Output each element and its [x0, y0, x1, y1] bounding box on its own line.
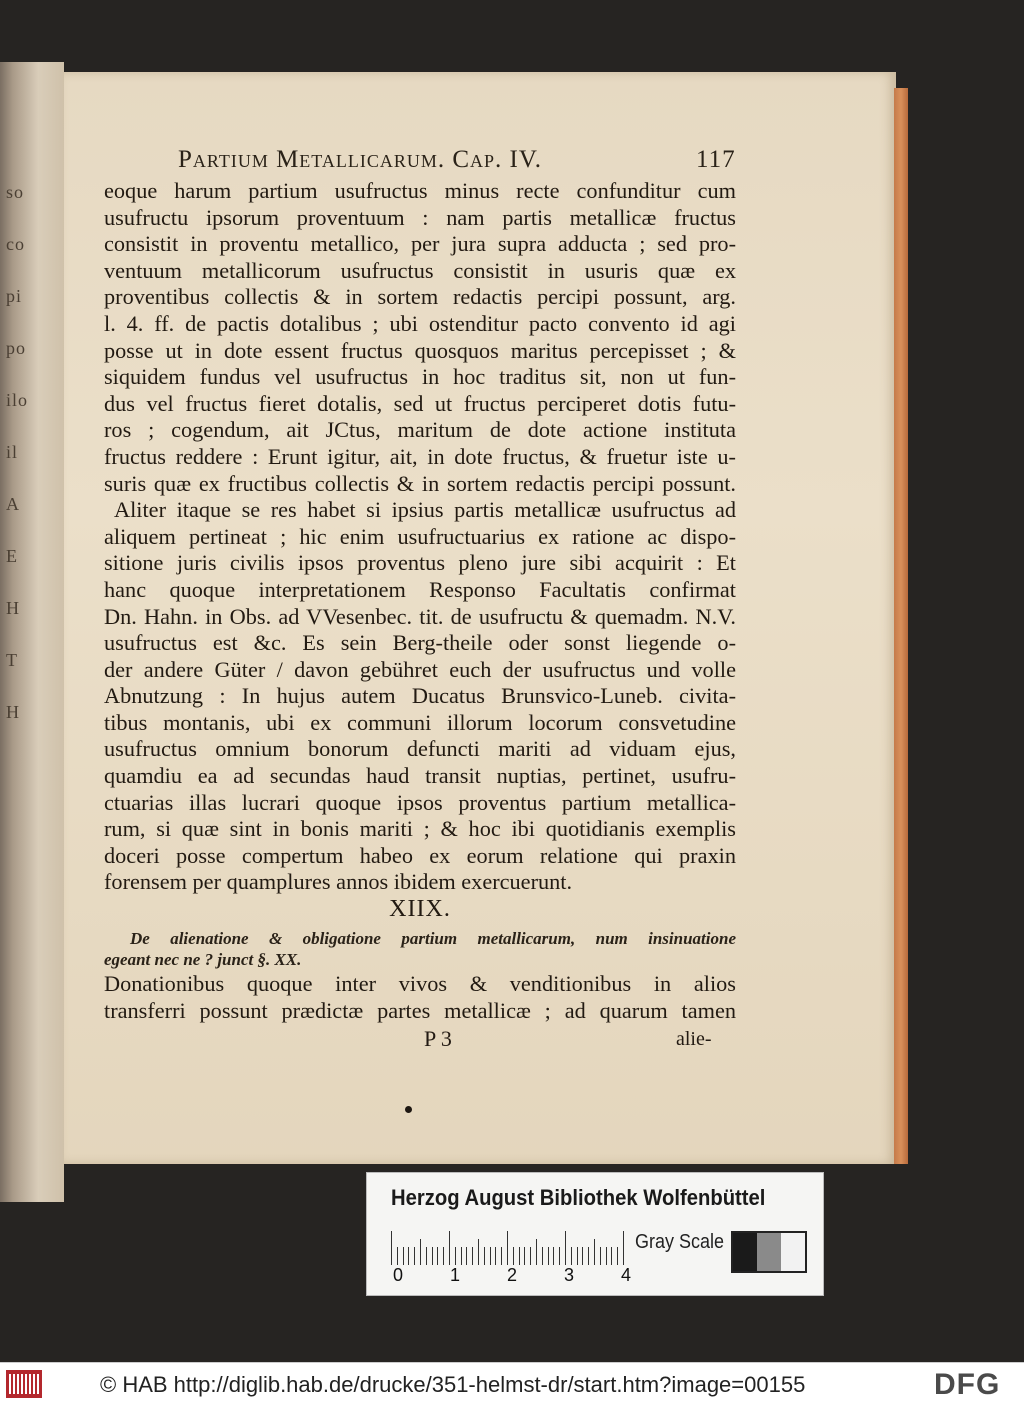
- text-line: doceri posse compertum habeo ex eorum relatione qui praxin: [104, 842, 736, 868]
- signature-mark: P 3: [424, 1026, 452, 1051]
- text-line: posse ut in dote essent fructus quosquos maritus percepisset ; &: [104, 337, 736, 363]
- text-line: usufructus est &c. Es sein Berg-theile oder sonst liegende o-: [104, 630, 736, 656]
- text-line: transferri possunt prædictæ partes metallicæ ; ad quarum tamen: [104, 998, 736, 1023]
- ruler-tick: [548, 1247, 549, 1265]
- ruler-tick: [606, 1247, 607, 1265]
- ruler-tick: [594, 1239, 595, 1265]
- adjacent-page-fragment: E: [6, 546, 18, 566]
- catchword: alie-: [676, 1028, 712, 1050]
- section-number: XIIX.: [389, 896, 451, 922]
- ruler-tick: [553, 1247, 554, 1265]
- ruler-tick: [565, 1231, 566, 1265]
- ruler-tick: [588, 1247, 589, 1265]
- text-line: Abnutzung : In hujus autem Ducatus Brunsvico-Luneb. civita-: [104, 683, 736, 709]
- ruler-tick: [397, 1247, 398, 1265]
- gray-swatches: [731, 1231, 807, 1273]
- summary-line: De alienatione & obligatione partium metallicarum, num insinuatione: [130, 929, 736, 948]
- ruler-tick: [501, 1247, 502, 1265]
- ruler-tick: [507, 1231, 508, 1265]
- ruler-tick: [490, 1247, 491, 1265]
- viewer-footer: [0, 1362, 1024, 1406]
- ruler-tick: [432, 1247, 433, 1265]
- text-line: hanc quoque interpretationem Responso Facultatis confirmat: [104, 576, 736, 602]
- adjacent-page-fragment: po: [6, 338, 26, 358]
- adjacent-page-fragment: H: [6, 702, 20, 722]
- ruler-tick: [455, 1247, 456, 1265]
- text-line: usufructu ipsorum proventuum : nam partis metallicæ fructus: [104, 204, 736, 230]
- scale-label: 2: [507, 1265, 518, 1285]
- gray-swatch: [757, 1233, 781, 1271]
- text-line: quamdiu ea ad secundas haud transit nuptias, pertinet, usufru-: [104, 763, 736, 789]
- color-reference-card: [366, 1172, 824, 1296]
- gray-swatch: [733, 1233, 757, 1271]
- ruler-tick: [530, 1247, 531, 1265]
- text-line: Aliter itaque se res habet si ipsius partis metallicæ usufructus ad: [114, 497, 736, 523]
- ruler-tick: [513, 1247, 514, 1265]
- adjacent-page-fragment: H: [6, 598, 20, 618]
- library-name: Herzog August Bibliothek Wolfenbüttel: [391, 1185, 766, 1210]
- scale-ruler: [391, 1231, 623, 1265]
- text-line: Donationibus quoque inter vivos & venditionibus in alios: [104, 971, 736, 996]
- ruler-tick: [461, 1247, 462, 1265]
- ruler-tick: [426, 1247, 427, 1265]
- hab-logo-icon[interactable]: [6, 1370, 42, 1398]
- ruler-tick: [472, 1247, 473, 1265]
- text-line: l. 4. ff. de pactis dotalibus ; ubi ostenditur pacto convento id agi: [104, 310, 736, 336]
- text-line: der andere Güter / davon gebühret euch der usufructus und volle: [104, 656, 736, 682]
- scale-label: 3: [564, 1265, 575, 1285]
- ruler-tick: [611, 1247, 612, 1265]
- dfg-logo[interactable]: DFG: [934, 1368, 1001, 1401]
- adjacent-page-fragment: pi: [6, 286, 23, 306]
- ruler-tick: [403, 1247, 404, 1265]
- ruler-tick: [443, 1247, 444, 1265]
- text-line: aliquem pertineat ; hic enim usufructuarius ex ratione ac dispo-: [104, 523, 736, 549]
- ruler-tick: [582, 1247, 583, 1265]
- ruler-tick: [420, 1239, 421, 1265]
- text-line: suris quæ ex fructibus collectis & in sortem redactis percipi possunt.: [104, 470, 736, 496]
- ruler-tick: [478, 1239, 479, 1265]
- ruler-tick: [577, 1247, 578, 1265]
- scale-labels: [381, 1265, 641, 1289]
- adjacent-page-fragment: co: [6, 234, 25, 254]
- ruler-tick: [495, 1247, 496, 1265]
- text-line: sitione juris civilis ipsos proventus pleno jure sibi acquirit : Et: [104, 550, 736, 576]
- adjacent-page-fragment: so: [6, 182, 25, 202]
- adjacent-page-fragment: T: [6, 650, 18, 670]
- ruler-tick: [571, 1247, 572, 1265]
- text-line: ventuum metallicorum usufructus consistit in usuris quæ ex: [104, 257, 736, 283]
- text-line: tibus montanis, ubi ex communi illorum locorum consvetudine: [104, 709, 736, 735]
- text-line: eoque harum partium usufructus minus recte confunditur cum: [104, 178, 736, 203]
- gray-scale-label: Gray Scale: [635, 1231, 725, 1253]
- ruler-tick: [600, 1247, 601, 1265]
- ruler-tick: [559, 1247, 560, 1265]
- text-line: forensem per quamplures annos ibidem exercuerunt.: [104, 869, 573, 895]
- ruler-tick: [391, 1231, 392, 1265]
- section-text: [104, 970, 736, 1024]
- text-line: proventibus collectis & in sortem redactis percipi possunt, arg.: [104, 284, 736, 310]
- page-number: 117: [696, 146, 736, 173]
- text-line: consistit in proventu metallico, per jura supra adducta ; sed pro-: [104, 231, 736, 257]
- text-line: ros ; cogendum, ait JCtus, maritum de dote actione instituta: [104, 417, 736, 443]
- ruler-tick: [466, 1247, 467, 1265]
- ruler-tick: [437, 1247, 438, 1265]
- adjacent-page-fragment: ilo: [6, 390, 29, 410]
- ruler-tick: [542, 1247, 543, 1265]
- text-line: siquidem fundus vel usufructus in hoc traditus sit, non ut fun-: [104, 364, 736, 390]
- text-line: fructus reddere : Erunt igitur, ait, in dote fructus, & fruetur iste u-: [104, 443, 736, 469]
- ruler-tick: [623, 1231, 624, 1265]
- adjacent-page-fragment: A: [6, 494, 20, 514]
- ruler-tick: [519, 1247, 520, 1265]
- ruler-tick: [524, 1247, 525, 1265]
- page-edge-red: [894, 88, 908, 1164]
- ruler-tick: [484, 1247, 485, 1265]
- main-text: [104, 178, 736, 896]
- ruler-tick: [414, 1247, 415, 1265]
- scale-label: 1: [450, 1265, 461, 1285]
- text-line: Dn. Hahn. in Obs. ad VVesenbec. tit. de usufructu & quemadm. N.V.: [104, 603, 736, 629]
- running-head-title: Partium Metallicarum. Cap. IV.: [178, 146, 542, 173]
- adjacent-page-fragment: il: [6, 442, 19, 462]
- scale-label: 0: [393, 1265, 404, 1285]
- ink-dot: [405, 1106, 412, 1113]
- ruler-tick: [536, 1239, 537, 1265]
- section-summary: [104, 928, 736, 970]
- ruler-tick: [408, 1247, 409, 1265]
- summary-line: egeant nec ne ? junct §. XX.: [104, 950, 302, 969]
- gray-swatch: [781, 1233, 805, 1271]
- text-line: rum, si quæ sint in bonis mariti ; & hoc ibi quotidianis exemplis: [104, 816, 736, 842]
- text-line: usufructus omnium bonorum defuncti mariti ad viduam ejus,: [104, 736, 736, 762]
- source-url[interactable]: © HAB http://diglib.hab.de/drucke/351-helmst-dr/start.htm?image=00155: [100, 1372, 806, 1397]
- ruler-tick: [617, 1247, 618, 1265]
- text-line: ctuarias illas lucrari quoque ipsos proventus partium metallica-: [104, 789, 736, 815]
- text-line: dus vel fructus fieret dotalis, sed ut fructus perciperet dotis futu-: [104, 390, 736, 416]
- adjacent-page-edge: [0, 62, 64, 1202]
- ruler-tick: [449, 1231, 450, 1265]
- scale-label: 4: [621, 1265, 632, 1285]
